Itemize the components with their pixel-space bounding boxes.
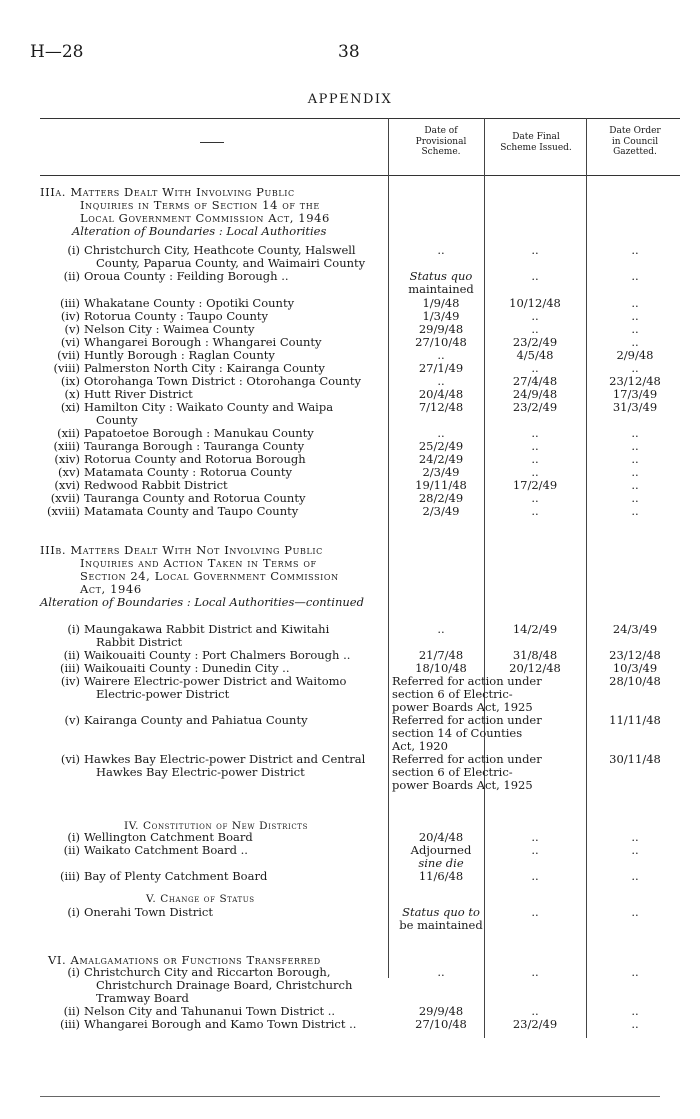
row-number: (i) (67, 905, 80, 919)
col-header-final: Date Final Scheme Issued. (500, 132, 572, 153)
row-description: Wairere Electric-power District and Waitomo (84, 674, 347, 688)
section-heading-3a-line2: Inquiries in Terms of Section 14 of the (80, 198, 320, 212)
row-description: Rabbit District (96, 635, 183, 649)
row-number: (iii) (59, 869, 80, 883)
row-number: (vi) (60, 335, 80, 349)
row-description: Hamilton City : Waikato County and Waipa (84, 400, 334, 414)
footer-rule (40, 1096, 660, 1097)
row-number: (i) (67, 622, 80, 636)
row-description: Tauranga Borough : Tauranga County (84, 439, 305, 453)
row-description: Whangarei Borough : Whangarei County (84, 335, 322, 349)
row-number: (ii) (63, 1004, 80, 1018)
row-description: Whakatane County : Opotiki County (84, 296, 295, 310)
row-number: (xvii) (50, 491, 80, 505)
section-heading-3b-line3: Section 24, Local Government Commission (80, 569, 339, 583)
col-header-provisional: Date of Provisional Scheme. (415, 126, 467, 157)
row-number: (vi) (60, 752, 80, 766)
row-number: (i) (67, 965, 80, 979)
row-number: (i) (67, 830, 80, 844)
row-description: Wellington Catchment Board (84, 830, 253, 844)
section-heading-3b-line2: Inquiries and Action Taken in Terms of (80, 556, 317, 570)
row-description: Hutt River District (84, 387, 193, 401)
page-number: 38 (338, 42, 360, 62)
row-number: (ix) (60, 374, 80, 388)
row-number: (x) (64, 387, 80, 401)
section-heading-6: VI. Amalgamations or Functions Transferred (48, 953, 321, 967)
col-header-gazetted: Date Order in Council Gazetted. (609, 126, 661, 157)
row-number: (vii) (57, 348, 80, 362)
row-number: (viii) (53, 361, 80, 375)
row-number: (v) (64, 713, 80, 727)
row-number: (ii) (63, 269, 80, 283)
row-description: Matamata County : Rotorua County (84, 465, 293, 479)
section-heading-3a: IIIa. Matters Dealt With Involving Public (40, 185, 295, 199)
row-description: Waikouaiti County : Dunedin City .. (84, 661, 290, 675)
row-description: Onerahi Town District (84, 905, 213, 919)
row-description: Christchurch City and Riccarton Borough, (84, 965, 331, 979)
row-number: (ii) (63, 843, 80, 857)
row-number: (xvi) (54, 478, 80, 492)
report-code: H—28 (30, 42, 84, 62)
row-description: Matamata County and Taupo County (84, 504, 299, 518)
page-title: APPENDIX (307, 92, 393, 107)
row-description: Kairanga County and Pahiatua County (84, 713, 308, 727)
row-description: Hawkes Bay Electric-power District and Central (84, 752, 366, 766)
row-number: (xviii) (47, 504, 80, 518)
section-heading-3a-line3: Local Government Commission Act, 1946 (80, 211, 330, 225)
row-number: (i) (67, 243, 80, 257)
table-top-rule (40, 118, 680, 119)
row-description: Maungakawa Rabbit District and Kiwitahi (84, 622, 330, 636)
row-description: Tramway Board (96, 991, 189, 1005)
header-bottom-rule (40, 175, 680, 176)
row-number: (xii) (57, 426, 80, 440)
row-number: (xiii) (53, 439, 80, 453)
row-description: Palmerston North City : Kairanga County (84, 361, 325, 375)
row-number: (v) (64, 322, 80, 336)
row-description: Oroua County : Feilding Borough .. (84, 269, 289, 283)
section-heading-5: V. Change of Status (146, 893, 255, 905)
row-description: Tauranga County and Rotorua County (84, 491, 306, 505)
row-description: Waikato Catchment Board .. (84, 843, 248, 857)
row-description: Bay of Plenty Catchment Board (84, 869, 268, 883)
section-heading-3b: IIIb. Matters Dealt With Not Involving Public (40, 543, 323, 557)
section-subheading-3a: Alteration of Boundaries : Local Authorities (72, 224, 327, 238)
section-heading-4: IV. Constitution of New Districts (124, 820, 308, 832)
row-description: Waikouaiti County : Port Chalmers Borough .. (84, 648, 351, 662)
row-description: County (96, 413, 138, 427)
description-header-dash (200, 142, 224, 143)
row-description: Rotorua County and Rotorua Borough (84, 452, 306, 466)
row-number: (xi) (60, 400, 80, 414)
row-description: County, Paparua County, and Waimairi County (96, 256, 366, 270)
row-number: (ii) (63, 648, 80, 662)
row-description: Hawkes Bay Electric-power District (96, 765, 305, 779)
row-description: Rotorua County : Taupo County (84, 309, 269, 323)
row-number: (iv) (60, 674, 80, 688)
row-number: (xv) (58, 465, 80, 479)
section-heading-3b-line4: Act, 1946 (80, 582, 142, 596)
row-number: (xiv) (54, 452, 80, 466)
row-description: Nelson City and Tahunanui Town District .. (84, 1004, 336, 1018)
row-description: Papatoetoe Borough : Manukau County (84, 426, 314, 440)
row-number: (iii) (59, 296, 80, 310)
row-number: (iii) (59, 1017, 80, 1031)
row-description: Whangarei Borough and Kamo Town District .. (84, 1017, 357, 1031)
row-description: Christchurch Drainage Board, Christchurch (96, 978, 353, 992)
table-row-continuation (0, 766, 700, 779)
row-description: Electric-power District (96, 687, 230, 701)
row-description: Otorohanga Town District : Otorohanga County (84, 374, 361, 388)
row-number: (iv) (60, 309, 80, 323)
row-description: Christchurch City, Heathcote County, Halswell (84, 243, 356, 257)
section-subheading-3b: Alteration of Boundaries : Local Authorities—continued (40, 595, 364, 609)
row-description: Redwood Rabbit District (84, 478, 228, 492)
row-number: (iii) (59, 661, 80, 675)
row-description: Nelson City : Waimea County (84, 322, 255, 336)
row-description: Huntly Borough : Raglan County (84, 348, 275, 362)
table-row-continuation (0, 688, 700, 701)
